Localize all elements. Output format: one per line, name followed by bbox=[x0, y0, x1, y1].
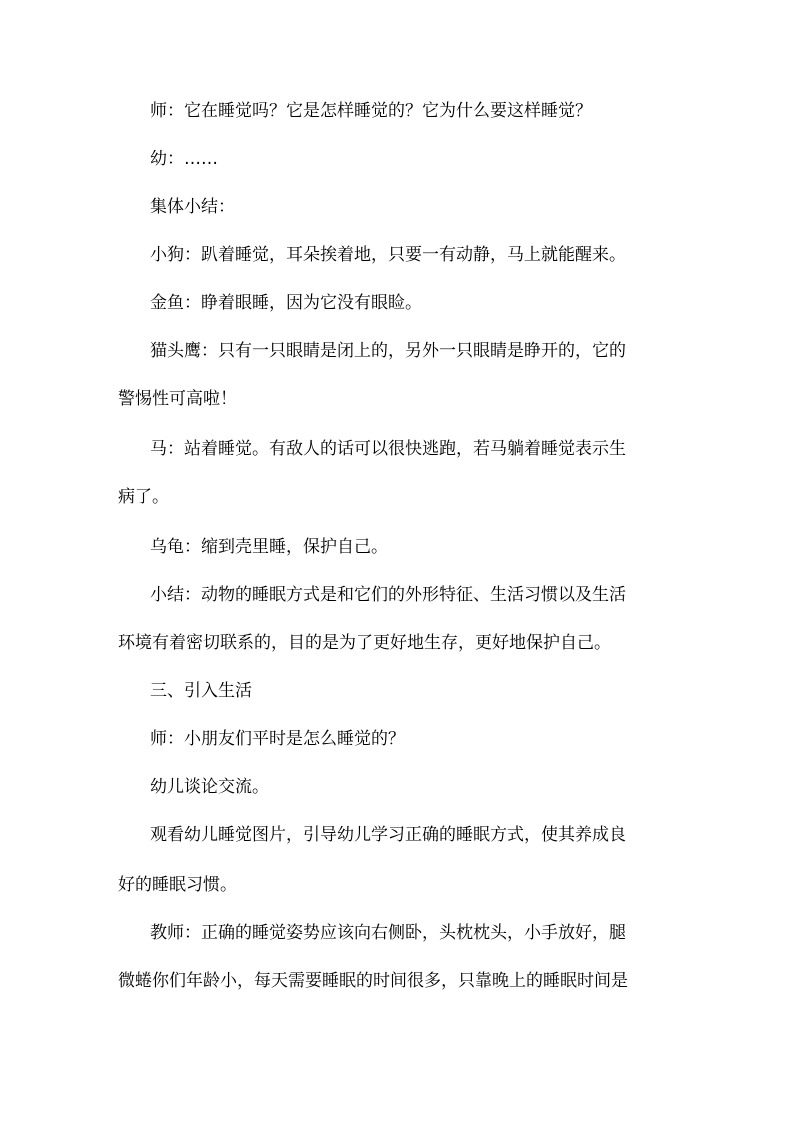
paragraph-line: 环境有着密切联系的，目的是为了更好地生存，更好地保护自己。 bbox=[118, 633, 611, 653]
paragraph-line: 观看幼儿睡觉图片，引导幼儿学习正确的睡眠方式，使其养成良 bbox=[150, 825, 626, 845]
paragraph-line: 乌龟：缩到壳里睡，保护自己。 bbox=[150, 537, 388, 557]
paragraph-line: 小狗：趴着睡觉，耳朵挨着地，只要一有动静，马上就能醒来。 bbox=[150, 245, 626, 265]
section-heading: 三、引入生活 bbox=[150, 681, 252, 701]
paragraph-line: 好的睡眠习惯。 bbox=[118, 875, 237, 895]
paragraph-line: 微蜷你们年龄小，每天需要睡眠的时间很多，只靠晚上的睡眠时间是 bbox=[118, 971, 628, 991]
paragraph-line: 猫头鹰：只有一只眼睛是闭上的，另外一只眼睛是睁开的，它的 bbox=[150, 341, 626, 361]
paragraph-line: 师：它在睡觉吗？它是怎样睡觉的？它为什么要这样睡觉？ bbox=[150, 101, 592, 121]
paragraph-line: 教师：正确的睡觉姿势应该向右侧卧，头枕枕头，小手放好，腿 bbox=[150, 923, 626, 943]
paragraph-line: 幼儿谈论交流。 bbox=[150, 777, 269, 797]
paragraph-line: 金鱼：睁着眼睡，因为它没有眼睑。 bbox=[150, 293, 422, 313]
paragraph-line: 警惕性可高啦！ bbox=[118, 389, 237, 409]
section-label: 集体小结： bbox=[150, 197, 235, 217]
paragraph-line: 幼：…… bbox=[150, 149, 218, 169]
paragraph-line: 病了。 bbox=[118, 487, 169, 507]
paragraph-line: 小结：动物的睡眠方式是和它们的外形特征、生活习惯以及生活 bbox=[150, 585, 626, 605]
paragraph-line: 马：站着睡觉。有敌人的话可以很快逃跑，若马躺着睡觉表示生 bbox=[150, 439, 626, 459]
paragraph-line: 师：小朋友们平时是怎么睡觉的？ bbox=[150, 729, 405, 749]
